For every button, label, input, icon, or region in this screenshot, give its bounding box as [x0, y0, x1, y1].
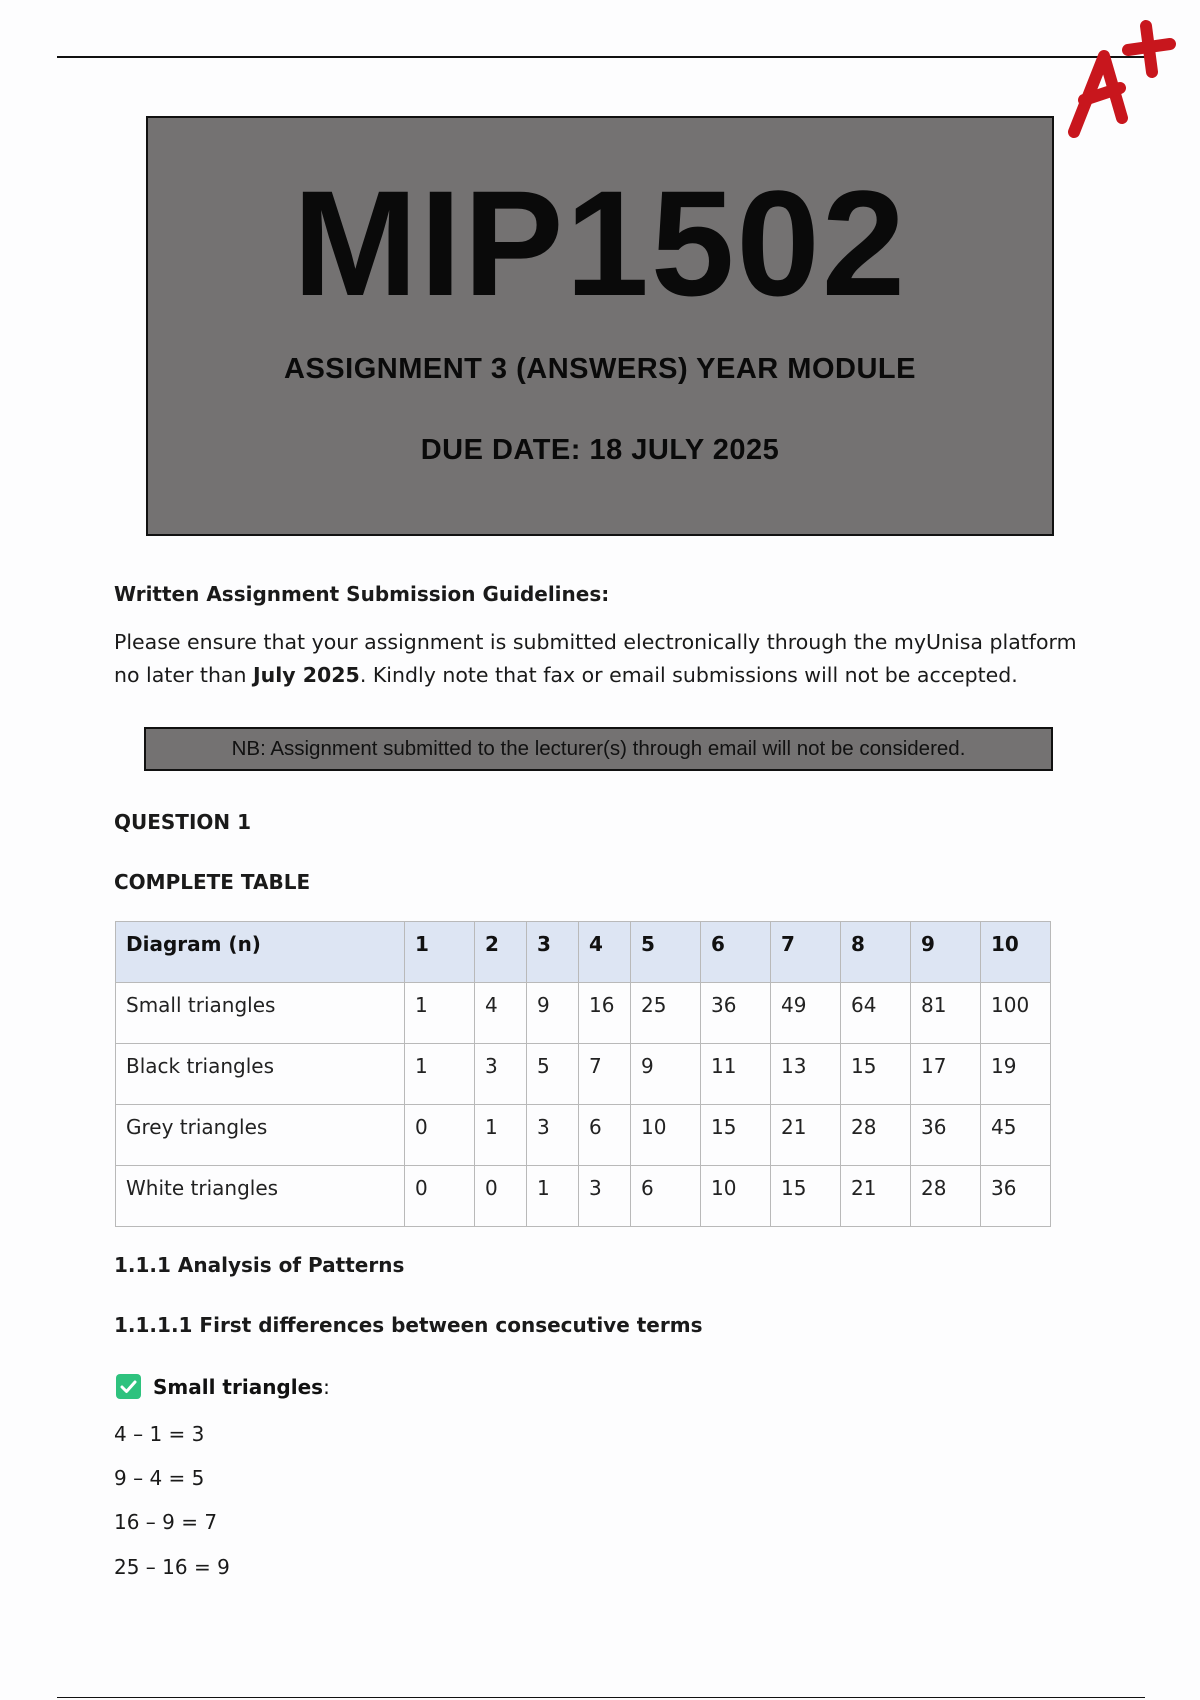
table-cell: 17 [911, 1044, 981, 1105]
small-triangles-item [116, 1374, 330, 1399]
header-cell: 1 [405, 922, 475, 983]
header-cell: 5 [631, 922, 701, 983]
header-cell: 2 [475, 922, 527, 983]
table-cell: 6 [579, 1105, 631, 1166]
table-cell: 36 [701, 983, 771, 1044]
table-cell: 15 [701, 1105, 771, 1166]
row-label: Black triangles [116, 1044, 405, 1105]
table-cell: 16 [579, 983, 631, 1044]
table-cell: 100 [981, 983, 1051, 1044]
bottom-rule [57, 1697, 1145, 1698]
table-cell: 15 [771, 1166, 841, 1227]
guidelines-text-part1: Please ensure that your assignment is submitted electronically through the myUnisa platform no later than [114, 630, 1077, 687]
table-cell: 3 [475, 1044, 527, 1105]
table-cell: 11 [701, 1044, 771, 1105]
table-header-row [116, 922, 1051, 983]
table-cell: 15 [841, 1044, 911, 1105]
table-row [116, 1044, 1051, 1105]
table-cell: 0 [475, 1166, 527, 1227]
table-cell: 1 [405, 983, 475, 1044]
table-cell: 19 [981, 1044, 1051, 1105]
table-cell: 10 [631, 1105, 701, 1166]
table-cell: 3 [527, 1105, 579, 1166]
module-code: MIP1502 [292, 159, 908, 327]
table-cell: 49 [771, 983, 841, 1044]
table-cell: 28 [911, 1166, 981, 1227]
guidelines-heading: Written Assignment Submission Guidelines: [114, 582, 610, 606]
header-cell: 7 [771, 922, 841, 983]
small-triangles-label: Small triangles [153, 1374, 324, 1399]
table-row [116, 1166, 1051, 1227]
assignment-title: ASSIGNMENT 3 (ANSWERS) YEAR MODULE [284, 353, 916, 385]
differences-heading: 1.1.1.1 First differences between consecutive terms [114, 1313, 703, 1337]
table-cell: 81 [911, 983, 981, 1044]
table-cell: 0 [405, 1105, 475, 1166]
checkbox-checked-icon [116, 1374, 141, 1399]
header-cell: 6 [701, 922, 771, 983]
nb-notice-box: NB: Assignment submitted to the lecturer(s) through email will not be considered. [144, 727, 1053, 771]
table-cell: 45 [981, 1105, 1051, 1166]
header-cell: 10 [981, 922, 1051, 983]
due-date: DUE DATE: 18 JULY 2025 [420, 434, 780, 466]
table-cell: 36 [981, 1166, 1051, 1227]
table-cell: 25 [631, 983, 701, 1044]
table-cell: 21 [771, 1105, 841, 1166]
header-cell: 4 [579, 922, 631, 983]
table-cell: 13 [771, 1044, 841, 1105]
table-cell: 1 [527, 1166, 579, 1227]
table-cell: 10 [701, 1166, 771, 1227]
table-cell: 36 [911, 1105, 981, 1166]
difference-line: 9 – 4 = 5 [114, 1466, 205, 1490]
table-cell: 5 [527, 1044, 579, 1105]
guidelines-deadline: July 2025 [253, 663, 360, 687]
grade-a-plus-stamp [1060, 20, 1190, 140]
row-label: Grey triangles [116, 1105, 405, 1166]
table-heading: COMPLETE TABLE [114, 870, 311, 894]
table-cell: 4 [475, 983, 527, 1044]
table-cell: 1 [475, 1105, 527, 1166]
table-cell: 1 [405, 1044, 475, 1105]
table-cell: 9 [631, 1044, 701, 1105]
header-cell: 9 [911, 922, 981, 983]
triangle-pattern-table [115, 921, 1051, 1227]
table-row [116, 983, 1051, 1044]
table-cell: 6 [631, 1166, 701, 1227]
table-cell: 21 [841, 1166, 911, 1227]
question-heading: QUESTION 1 [114, 810, 252, 834]
guidelines-paragraph [114, 626, 1084, 692]
header-cell: 3 [527, 922, 579, 983]
label-colon: : [323, 1374, 330, 1399]
table-cell: 64 [841, 983, 911, 1044]
header-cell: Diagram (n) [116, 922, 405, 983]
table-cell: 9 [527, 983, 579, 1044]
table-cell: 0 [405, 1166, 475, 1227]
cover-box [146, 116, 1054, 536]
difference-line: 25 – 16 = 9 [114, 1555, 230, 1579]
table-cell: 7 [579, 1044, 631, 1105]
difference-line: 4 – 1 = 3 [114, 1422, 205, 1446]
top-rule [57, 56, 1145, 58]
table-cell: 3 [579, 1166, 631, 1227]
table-cell: 28 [841, 1105, 911, 1166]
row-label: White triangles [116, 1166, 405, 1227]
header-cell: 8 [841, 922, 911, 983]
row-label: Small triangles [116, 983, 405, 1044]
table-row [116, 1105, 1051, 1166]
analysis-heading: 1.1.1 Analysis of Patterns [114, 1253, 405, 1277]
guidelines-text-part2: . Kindly note that fax or email submissions will not be accepted. [359, 663, 1018, 687]
difference-line: 16 – 9 = 7 [114, 1510, 218, 1534]
